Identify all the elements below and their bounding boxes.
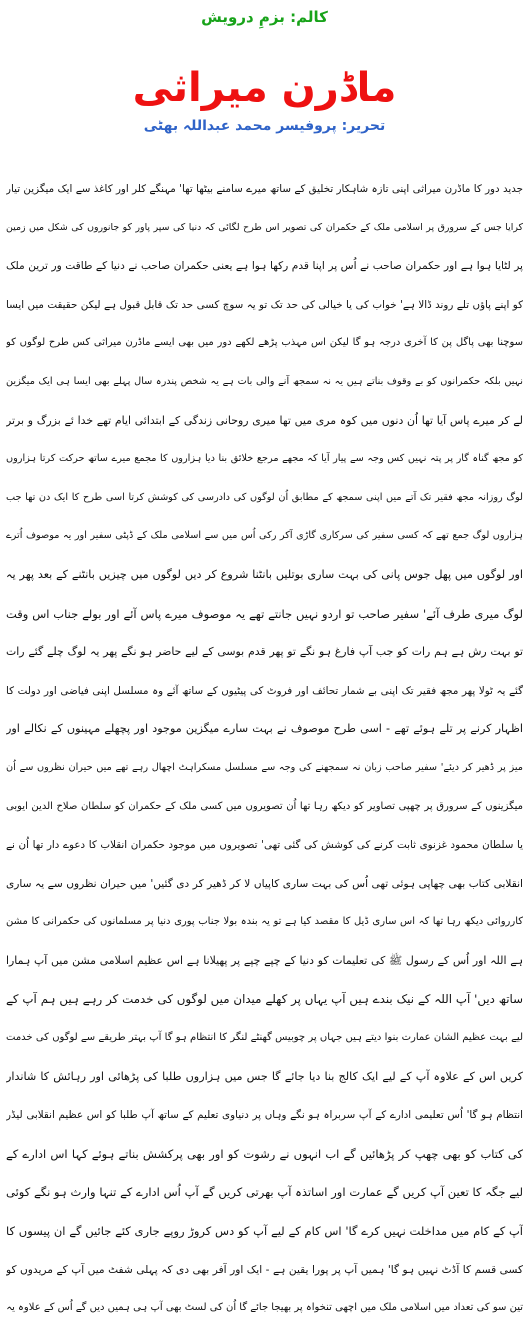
article-line: کریں اس کے علاوہ آپ کے لیے ایک کالج بنا دیا جائے گا جس میں ہزاروں طلبا کی پڑھائی اور رہائش کا شاندار	[6, 1069, 523, 1083]
article-line: کرایا جس کے سرورق پر اسلامی ملک کے حکمران کی تصویر اس طرح لگائی کہ دنیا کی سپر پاور کو جانوروں کی شکل میں زمین	[6, 221, 523, 233]
article-line: میگزینوں کے سرورق پر چھپی تصاویر کو دیکھ رہا تھا اُن تصویروں میں کسی ملک کے حکمران کو سلطان صلاح الدین ایوبی	[6, 800, 523, 812]
column-label: کالم: بزمِ درویش	[201, 8, 328, 26]
article-line: کارروائی دیکھ رہا تھا کہ اس ساری ڈیل کا مقصد کیا ہے تو یہ بندہ بولا جناب پوری دنیا پر مسلمانوں کی حکمرانی کا مشن	[6, 916, 523, 928]
article-line: نہیں بلکہ حکمرانوں کو بے وقوف بناتے ہیں یہ نہ سمجھ آنے والی بات ہے یہ شخص پندرہ سال پہلے بھی ایسا ہی ایک میگزین	[6, 375, 523, 387]
article-line: ساتھ دیں' آپ اللہ کے نیک بندے ہیں آپ یہاں پر کھلے میدان میں لوگوں کی خدمت کر رہے ہیں ہم آپ کے	[6, 992, 523, 1007]
author-byline: تحریر: پروفیسر محمد عبداللہ بھٹی	[143, 118, 386, 134]
article-line: انقلابی کتاب بھی چھاپی ہوئی تھی اُس کی بہت ساری کاپیاں لا کر ڈھیر کر دی گئیں' میں حیران نظروں سے یہ ساری	[6, 877, 523, 890]
article-title: ماڈرن میراثی	[132, 65, 397, 111]
article-line: کسی قسم کا آڈٹ نہیں ہو گا' ہمیں آپ پر پورا یقین ہے - ایک اور آفر بھی دی کہ پہلی شفٹ میں آپ کے مریدوں کو	[6, 1263, 523, 1276]
article-line: آپ کے کام میں مداخلت نہیں کرے گا' اس کام کے لیے آپ کو دس کروڑ روپے جاری کئے جائیں گے ان پیسوں کا	[6, 1224, 523, 1239]
article-line: لوگ روزانہ مجھ فقیر تک آتے میں اپنی سمجھ کے مطابق اُن لوگوں کی دادرسی کی کوشش کرتا اسی طرح کا ایک دن تھا جب	[6, 491, 523, 503]
article-line: لیے بہت عظیم الشان عمارت بنوا دیتے ہیں جہاں پر چوبیس گھنٹے لنگر کا انتظام ہو گا آپ بہتر طریقے سے لوگوں کی خدمت	[6, 1032, 523, 1044]
article-line: پر لٹایا ہوا ہے اور حکمران صاحب نے اُس پر اپنا قدم رکھا ہوا ہے یعنی حکمران صاحب نے دنیا کے طاقت ور ترین ملک	[6, 260, 523, 273]
article-line: لے کر میرے پاس آیا تھا اُن دنوں میں کوہ مری میں تھا میری روحانی زندگی کے ابتدائی ایام تھے خدا ئے بزرگ و برتر	[6, 413, 523, 427]
article-body	[6, 170, 523, 1328]
article-line: یا سلطان محمود غزنوی ثابت کرنے کی کوشش کی گئی تھی' تصویروں میں موجود حکمران انقلاب کا دعوے دار تھا اُن نے	[6, 839, 523, 852]
article-line: کو اپنے پاؤں تلے روند ڈالا ہے' خواب کی یا خیالی کی حد تک تو یہ سوچ کسی حد تک قابل قبول ہے لیکن حقیقت میں ایسا	[6, 298, 523, 311]
article-line: انتظام ہو گا' اُس تعلیمی ادارے کے آپ سربراہ ہو نگے وہاں پر دنیاوی تعلیم کے ساتھ آپ طلبا کو اس عظیم انقلابی لیڈر	[6, 1109, 523, 1122]
article-line: اور لوگوں میں پھل جوس پانی کی بہت ساری بوتلیں بانٹنا شروع کر دیں لوگوں میں چیزیں بانٹنے کے بعد پھر یہ	[6, 567, 523, 581]
article-line: لیے جگہ کا تعین آپ کریں گے عمارت اور اساتذہ آپ بھرتی کریں گے آپ اُس ادارے کے تنہا وارث ہو نگے کوئی	[6, 1185, 523, 1200]
article-line: تو بہت رش ہے ہم رات کو جب آپ فارغ ہو نگے تو پھر قدم بوسی کے لیے حاضر ہو نگے پھر یہ لوگ چلے گئے رات	[6, 645, 523, 659]
article-line: کو مجھ گناہ گار پر پتہ نہیں کس وجہ سے پیار آیا کہ مجھے مرجع خلائق بنا دیا ہزاروں کا مجمع میرے ساتھ حرکت کرتا ہزاروں	[6, 453, 523, 465]
article-line: سوچنا بھی پاگل پن کا آخری درجہ ہو گا لیکن اس مہذب پڑھے لکھے دور میں بھی ایسے ماڈرن میراثی کس طرح لوگوں کو	[6, 337, 523, 349]
article-line: جدید دور کا ماڈرن میراثی اپنی تازہ شاہکار تخلیق کے ساتھ میرے سامنے بیٹھا تھا' مہنگے کلر اور کاغذ سے ایک میگزین تیار	[6, 183, 523, 195]
article-line: لوگ میری طرف آئے' سفیر صاحب تو اردو نہیں جانتے تھے یہ موصوف میرے پاس آئے اور بولے جناب اس وقت	[6, 606, 523, 621]
article-line: میز پر ڈھیر کر دیئے' سفیر صاحب زبان نہ سمجھنے کی وجہ سے مسلسل مسکراہٹ اچھال رہے تھے میں حیران نظروں سے اُن	[6, 761, 523, 773]
article-line: ہزاروں لوگ جمع تھے کہ کسی سفیر کی سرکاری گاڑی آکر رکی اُس میں سے اسلامی ملک کے ڈپٹی سفیر اور یہ موصوف اُترے	[6, 530, 523, 542]
article-line: تین سو کی تعداد میں اسلامی ملک میں اچھی تنخواہ پر بھیجا جائے گا اُن کی لسٹ بھی آپ ہی ہمیں دیں گے اُس کے علاوہ یہ	[6, 1302, 523, 1314]
article-line: اظہار کرنے پر تلے ہوئے تھے - اسی طرح موصوف نے بہت سارے میگزین موجود اور پچھلے مہینوں کے نکالے اور	[6, 722, 523, 736]
article-line: کی کتاب کو بھی چھپ کر پڑھائیں گے اب انہوں نے رشوت کو اور بھی پرکشش بناتے ہوئے کہا اس ادارے کے	[6, 1146, 523, 1161]
article-line: ہے اللہ اور اُس کے رسول ﷺ کی تعلیمات کو دنیا کے چپے چپے پر پھیلانا ہے اس عظیم اسلامی مشن میں آپ ہمارا	[6, 953, 523, 967]
article-line: گئے یہ ٹولا پھر مجھ فقیر تک اپنی بے شمار تحائف اور فروٹ کی پیٹیوں کے ساتھ آئے وہ مسلسل اپنی فیاضی اور دولت کا	[6, 684, 523, 697]
